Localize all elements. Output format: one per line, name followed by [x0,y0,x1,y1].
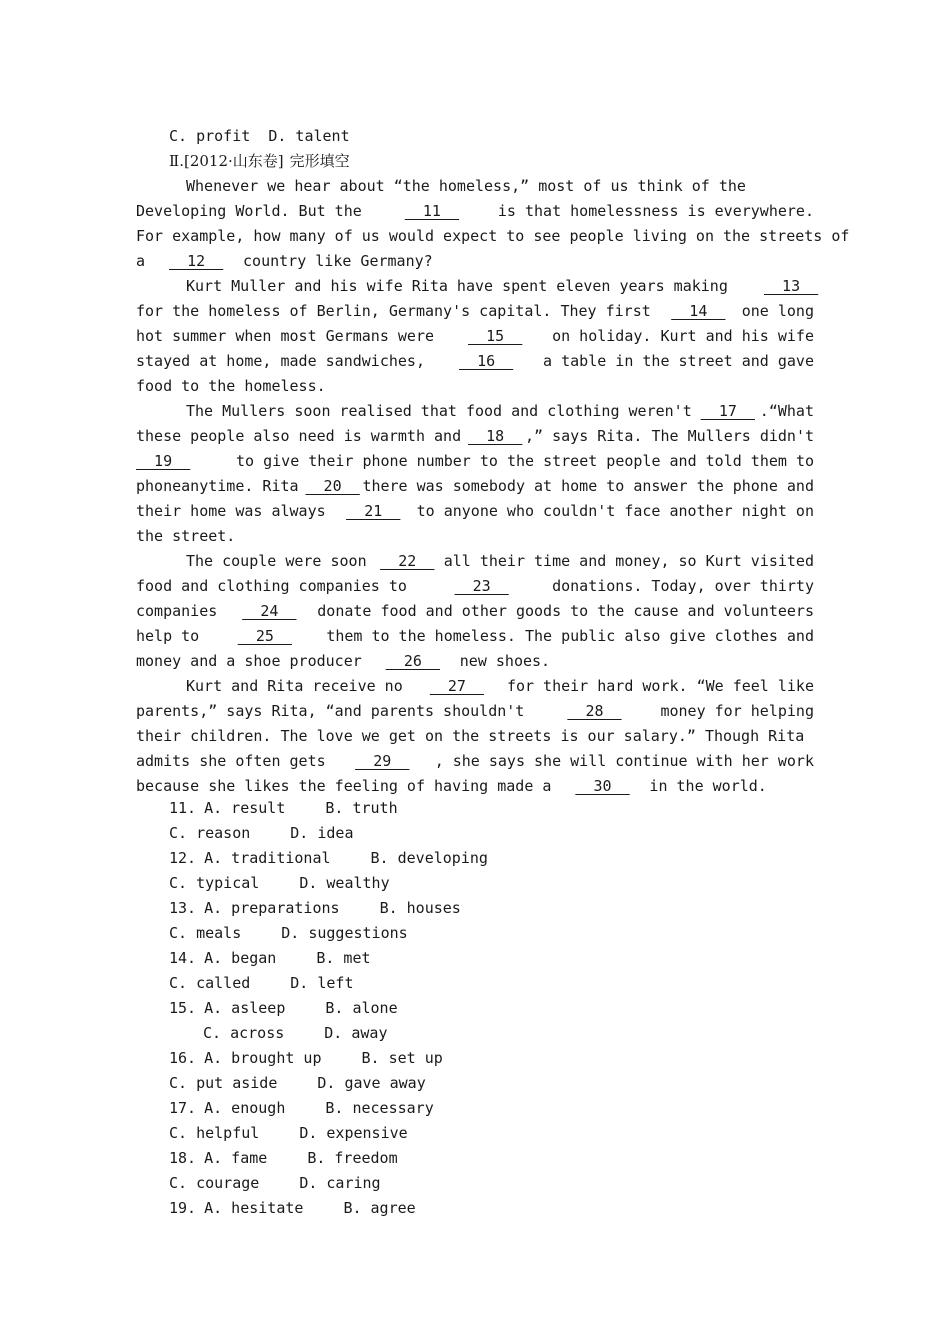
passage-text: phoneanytime. Rita [136,477,299,495]
option-line [169,946,371,971]
passage-text: ,” says Rita. The Mullers didn't [525,427,814,445]
passage-text: donate food and other goods to the cause and volunteers [317,602,814,620]
passage-line [136,724,814,749]
passage-line [136,749,814,774]
option-choice: A. preparations [204,899,340,917]
passage-line [136,349,814,374]
option-choice: C. called [169,974,251,992]
option-choice: B. truth [325,799,398,817]
option-choice: B. met [316,949,371,967]
passage-text: one long [741,302,814,320]
option-line [169,871,390,896]
passage-text: in the world. [649,777,767,795]
blank-number: __30__ [575,777,630,795]
option-choice: C. meals [169,924,242,942]
option-choice: A. brought up [204,1049,322,1067]
passage-text: donations. Today, over thirty [552,577,814,595]
passage-text: their children. The love we get on the streets is our salary.” Though Rita [136,727,805,745]
passage-line [186,274,819,299]
passage-line [136,474,814,499]
passage-line [136,699,814,724]
blank-number: __17__ [700,402,755,420]
passage-text: to anyone who couldn't face another night on [416,502,814,520]
passage-text: stayed at home, made sandwiches, [136,352,425,370]
passage-line [136,299,814,324]
section-heading [169,149,350,174]
passage-text: money and a shoe producer [136,652,362,670]
option-choice: D. wealthy [299,874,390,892]
option-choice: B. alone [325,999,398,1017]
question-number: 14. [169,949,197,967]
passage-line [136,649,814,674]
option-line [169,921,408,946]
question-number: 11. [169,799,197,817]
passage-text: Whenever we hear about “the homeless,” most of us think of the [186,177,746,195]
passage-line [136,499,814,524]
option-choice: D. suggestions [281,924,408,942]
blank-number: __13__ [764,277,819,295]
passage-text: a table in the street and gave [543,352,814,370]
option-choice: B. developing [370,849,488,867]
option-line [169,1071,426,1096]
passage-text: money for helping [660,702,814,720]
passage-text: For example, how many of us would expect to see people living on the streets of [136,227,850,245]
option-line [169,1146,398,1171]
blank-number: __15__ [468,327,523,345]
passage-text: for the homeless of Berlin, Germany's capital. They first [136,302,651,320]
passage-line [136,599,814,624]
option-line [203,1021,388,1046]
option-choice: B. houses [379,899,461,917]
passage-text: country like Germany? [243,252,433,270]
passage-line [136,224,850,249]
option-line [169,796,398,821]
passage-text: these people also need is warmth and [136,427,462,445]
option-choice: A. hesitate [204,1199,304,1217]
question-number: 19. [169,1199,197,1217]
option-choice: A. began [204,949,277,967]
option-line [169,896,461,921]
passage-text: Developing World. But the [136,202,362,220]
option-line [169,1171,381,1196]
option-line [169,1121,408,1146]
option-choice: D. idea [290,824,354,842]
passage-text: parents,” says Rita, “and parents shouldn't [136,702,525,720]
passage-line [136,424,814,449]
passage-text: a [136,252,146,270]
option-choice: C. across [203,1024,285,1042]
option-choice: C. typical [169,874,260,892]
passage-text: .“What [759,402,814,420]
question-number: 17. [169,1099,197,1117]
option-choice: A. enough [204,1099,286,1117]
blank-number: __21__ [346,502,401,520]
passage-text: because she likes the feeling of having made a [136,777,552,795]
section-title: 完形填空 [289,152,350,170]
passage-line [186,549,814,574]
passage-line [136,374,814,399]
passage-text: all their time and money, so Kurt visited [443,552,814,570]
passage-text: is that homelessness is everywhere. [497,202,814,220]
passage-line [186,399,814,424]
blank-number: __12__ [169,252,224,270]
option-choice: D. expensive [299,1124,408,1142]
passage-text: The couple were soon [186,552,367,570]
passage-text: companies [136,602,218,620]
option-line [169,971,354,996]
blank-number: __23__ [454,577,509,595]
passage-text: admits she often gets [136,752,326,770]
question-number: 12. [169,849,197,867]
option-line [169,846,488,871]
passage-line [186,674,814,699]
option-choice: D. gave away [317,1074,426,1092]
option-line [169,1196,416,1221]
passage-text: there was somebody at home to answer the phone and [362,477,814,495]
blank-number: __22__ [380,552,435,570]
option-choice: B. freedom [307,1149,398,1167]
passage-text: food and clothing companies to [136,577,407,595]
option-line [169,821,354,846]
option-choice: D. left [290,974,354,992]
passage-text: on holiday. Kurt and his wife [552,327,814,345]
option-choice: C. put aside [169,1074,278,1092]
option-choice: D. caring [299,1174,381,1192]
blank-number: __11__ [404,202,460,220]
option-choice: D. away [324,1024,388,1042]
option-line [169,1096,434,1121]
passage-line [136,199,814,224]
blank-number: __20__ [305,477,360,495]
option-choice: B. set up [361,1049,443,1067]
passage-line [136,249,814,274]
passage-text: their home was always [136,502,326,520]
passage-text: Kurt and Rita receive no [186,677,403,695]
section-source: [2012·山东卷] [183,152,284,170]
option-choice: C. helpful [169,1124,260,1142]
blank-number: __18__ [468,427,523,445]
blank-number: __25__ [237,627,292,645]
passage-line [136,524,814,549]
passage-text: food to the homeless. [136,377,326,395]
blank-number: __27__ [429,677,485,695]
question-number: 18. [169,1149,197,1167]
passage-text: the street. [136,527,236,545]
passage-line [136,574,814,599]
previous-options-line: C. profit D. talent [169,127,350,145]
blank-number: __24__ [242,602,297,620]
blank-number: __26__ [385,652,440,670]
question-number: 15. [169,999,197,1017]
option-line [169,996,398,1021]
blank-number: __28__ [567,702,622,720]
passage-text: Kurt Muller and his wife Rita have spent eleven years making [186,277,728,295]
passage-text: The Mullers soon realised that food and clothing weren't [186,402,692,420]
passage-line [186,174,814,199]
blank-number: __29__ [355,752,410,770]
question-number: 16. [169,1049,197,1067]
blank-number: __16__ [459,352,514,370]
question-number: 13. [169,899,197,917]
option-choice: B. necessary [325,1099,434,1117]
passage-text: help to [136,627,200,645]
passage-text: hot summer when most Germans were [136,327,435,345]
passage-text: to give their phone number to the street people and told them to [236,452,814,470]
section-number: Ⅱ. [169,152,184,170]
blank-number: __14__ [671,302,726,320]
passage-line [136,624,814,649]
passage-text: new shoes. [459,652,551,670]
passage-line [136,324,814,349]
option-choice: A. fame [204,1149,268,1167]
passage-text: for their hard work. “We feel like [506,677,814,695]
passage-text: , she says she will continue with her work [434,752,814,770]
option-choice: A. traditional [204,849,331,867]
option-choice: A. asleep [204,999,286,1017]
option-choice: A. result [204,799,286,817]
blank-number: __19__ [136,452,191,470]
passage-line [136,449,814,474]
option-line [169,1046,443,1071]
option-choice: B. agree [343,1199,416,1217]
option-choice: C. courage [169,1174,260,1192]
passage-text: them to the homeless. The public also give clothes and [326,627,814,645]
option-choice: C. reason [169,824,251,842]
